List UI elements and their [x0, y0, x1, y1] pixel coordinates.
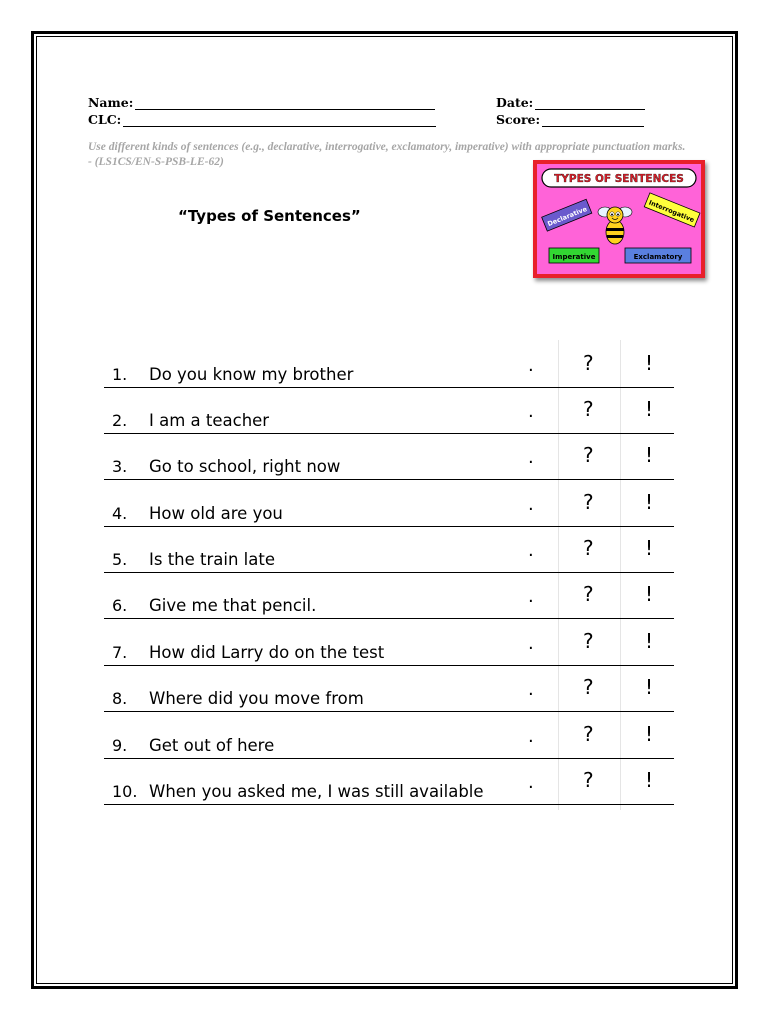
item-sentence: How old are you [149, 504, 283, 523]
item-sentence: Is the train late [149, 550, 275, 569]
item-number: 9. [112, 736, 128, 755]
score-field [496, 111, 644, 127]
item-sentence: Where did you move from [149, 689, 364, 708]
date-blank[interactable] [535, 97, 645, 110]
objective-text: Use different kinds of sentences (e.g., declarative, interrogative, exclamatory, imperative) with appropriate punctuation marks. - (LS1CS/EN-S-PSB-LE-62) [88, 141, 686, 168]
item-number: 2. [112, 411, 128, 430]
list-item [104, 342, 674, 388]
exclaim-option[interactable]: ! [645, 582, 654, 606]
item-number: 8. [112, 689, 128, 708]
clc-field [88, 111, 436, 127]
exclamatory-label: Exclamatory [633, 253, 683, 261]
clc-blank[interactable] [123, 114, 436, 127]
period-option[interactable]: · [528, 545, 534, 566]
period-option[interactable]: · [528, 406, 534, 427]
period-option[interactable]: · [528, 452, 534, 473]
item-sentence: I am a teacher [149, 411, 270, 430]
list-item [104, 620, 674, 666]
period-option[interactable]: · [528, 499, 534, 520]
item-number: 7. [112, 643, 128, 662]
list-item [104, 573, 674, 619]
item-sentence: Go to school, right now [149, 457, 341, 476]
name-label: Name: [88, 95, 134, 110]
interrogative-label: Interrogative [647, 198, 696, 225]
period-option[interactable]: · [528, 360, 534, 381]
list-item [104, 481, 674, 527]
item-number: 10. [112, 782, 138, 801]
name-blank[interactable] [135, 97, 435, 110]
date-field [496, 94, 645, 110]
item-number: 5. [112, 550, 128, 569]
exclaim-option[interactable]: ! [645, 397, 654, 421]
question-option[interactable]: ? [583, 675, 594, 699]
list-item [104, 713, 674, 759]
question-option[interactable]: ? [583, 397, 594, 421]
period-option[interactable]: · [528, 638, 534, 659]
poster-heading: TYPES OF SENTENCES [554, 173, 684, 185]
item-sentence: Give me that pencil. [149, 596, 317, 615]
item-number: 6. [112, 596, 128, 615]
question-option[interactable]: ? [583, 351, 594, 375]
list-item [104, 527, 674, 573]
score-label: Score: [496, 112, 541, 127]
period-option[interactable]: · [528, 684, 534, 705]
list-item [104, 434, 674, 480]
imperative-label: Imperative [552, 253, 596, 261]
item-number: 4. [112, 504, 128, 523]
question-option[interactable]: ? [583, 629, 594, 653]
question-option[interactable]: ? [583, 443, 594, 467]
exclaim-option[interactable]: ! [645, 675, 654, 699]
name-field [88, 94, 435, 110]
question-option[interactable]: ? [583, 490, 594, 514]
item-sentence: Do you know my brother [149, 365, 354, 384]
question-option[interactable]: ? [583, 582, 594, 606]
exclaim-option[interactable]: ! [645, 722, 654, 746]
question-option[interactable]: ? [583, 536, 594, 560]
exclaim-option[interactable]: ! [645, 629, 654, 653]
exclaim-option[interactable]: ! [645, 490, 654, 514]
period-option[interactable]: · [528, 731, 534, 752]
item-number: 1. [112, 365, 128, 384]
worksheet-title: “Types of Sentences” [178, 207, 361, 225]
list-item [104, 666, 674, 712]
period-option[interactable]: · [528, 591, 534, 612]
item-sentence: Get out of here [149, 736, 275, 755]
list-item [104, 759, 674, 805]
clc-label: CLC: [88, 112, 122, 127]
exclaim-option[interactable]: ! [645, 768, 654, 792]
question-option[interactable]: ? [583, 768, 594, 792]
declarative-label: Declarative [546, 205, 589, 229]
exclaim-option[interactable]: ! [645, 351, 654, 375]
date-label: Date: [496, 95, 534, 110]
score-blank[interactable] [542, 114, 644, 127]
list-item [104, 388, 674, 434]
exclaim-option[interactable]: ! [645, 536, 654, 560]
period-option[interactable]: · [528, 777, 534, 798]
question-option[interactable]: ? [583, 722, 594, 746]
types-of-sentences-poster [533, 160, 705, 278]
exclaim-option[interactable]: ! [645, 443, 654, 467]
item-sentence: How did Larry do on the test [149, 643, 385, 662]
item-number: 3. [112, 457, 128, 476]
item-sentence: When you asked me, I was still available [149, 782, 484, 801]
